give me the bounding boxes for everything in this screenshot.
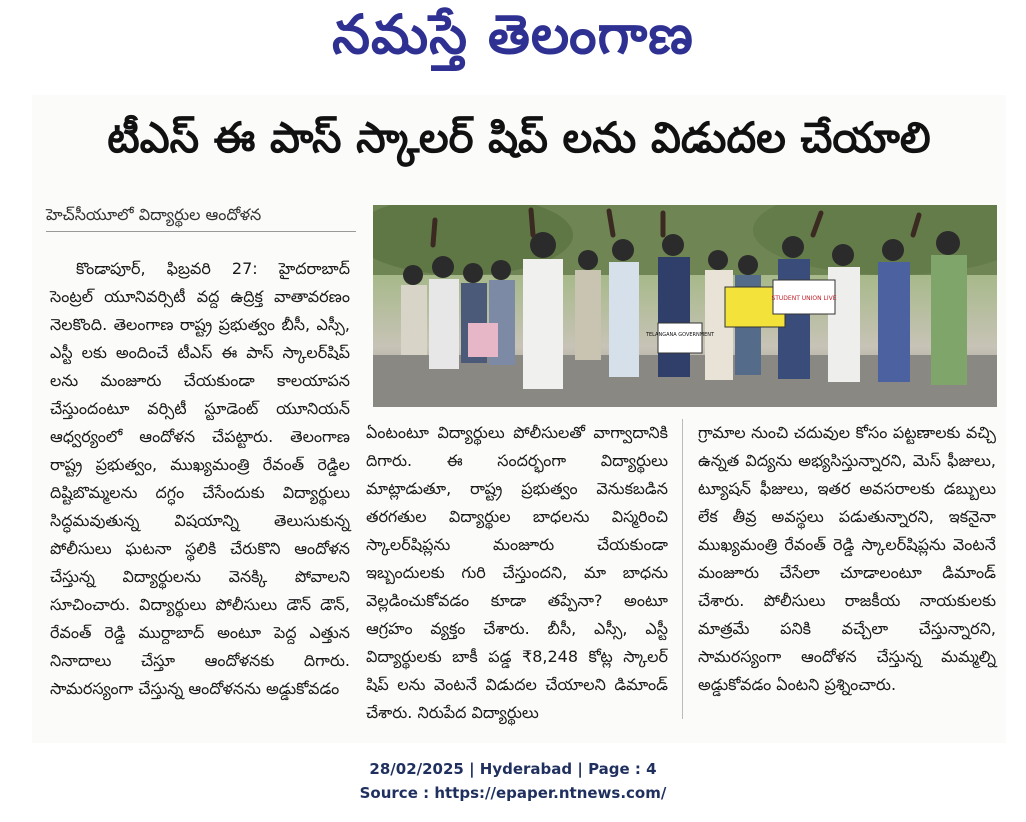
placard-text-1: TELANGANA GOVERNMENT bbox=[645, 332, 715, 338]
masthead-title: నమస్తే తెలంగాణ bbox=[332, 2, 694, 66]
article-column-3: గ్రామాల నుంచి చదువుల కోసం పట్టణాలకు వచ్చి ఉన్నత విద్యను అభ్యసిస్తున్నారని, మెస్ ఫీజులు, ట్యూషన్ ఫీజులు, ఇతర అవసరాలకు డబ్బులు లేక తీవ్ర అవస్థలు పడుతున్నారని, ఇకనైనా ముఖ్యమంత్రి రేవంత్ రెడ్డి స్కాలర్‌షిప్లను వెంటనే మంజూరు చేసేలా చూడాలంటూ డిమాండ్ చేశారు. పోలీసులు రాజకీయ నాయకులకు మాత్రమే పనికి వచ్చేలా చేస్తున్నారని, సామరస్యంగా ఆందోళన చేస్తున్న మమ్మల్ని అడ్డుకోవడం ఏంటని ప్రశ్నించారు. bbox=[698, 423, 996, 694]
placard-text-2: STUDENT UNION LIVE bbox=[771, 295, 837, 302]
footer-date-edition: 28/02/2025 | Hyderabad | Page : 4 bbox=[369, 760, 657, 778]
news-clipping bbox=[32, 95, 1006, 743]
column-divider bbox=[682, 419, 683, 719]
masthead bbox=[0, 0, 1026, 82]
footer-source: Source : https://epaper.ntnews.com/ bbox=[359, 784, 667, 802]
article-column-1: కొండాపూర్, ఫిబ్రవరి 27: హైదరాబాద్ సెంట్రల్ యూనివర్సిటీ వద్ద ఉద్రిక్త వాతావరణం నెలకొంది. తెలంగాణ రాష్ట్ర ప్రభుత్వం బీసీ, ఎస్సీ, ఎస్టీ లకు అందించే టీఎస్ ఈ పాస్ స్కాలర్‌షిప్ లను మంజూరు చేయకుండా కాలయాపన చేస్తుందంటూ వర్సిటీ స్టూడెంట్ యూనియన్ ఆధ్వర్యంలో ఆందోళన చేపట్టారు. తెలంగాణ రాష్ట్ర ప్రభుత్వం, ముఖ్యమంత్రి రేవంత్ రెడ్డిల దిష్టిబొమ్మలను దగ్ధం చేసేందుకు విద్యార్థులు సిద్ధమవుతున్న విషయాన్ని తెలుసుకున్న పోలీసులు ఘటనా స్థలికి చేరుకొని ఆందోళన చేస్తున్న విద్యార్థులను వెనక్కి పోవాలని సూచించారు. విద్యార్థులు పోలీసులు డౌన్ డౌన్, రేవంత్ రెడ్డి ముర్దాబాద్ అంటూ పెద్ద ఎత్తున నినాదాలు చేస్తూ ఆందోళనకు దిగారు. సామరస్యంగా చేస్తున్న ఆందోళనను అడ్డుకోవడం bbox=[50, 259, 350, 698]
protest-photo-illustration bbox=[373, 205, 997, 407]
article-column-2: ఏంటంటూ విద్యార్థులు పోలీసులతో వాగ్వాదానికి దిగారు. ఈ సందర్భంగా విద్యార్థులు మాట్లాడుతూ, రాష్ట్ర ప్రభుత్వం వెనుకబడిన తరగతుల విద్యార్థుల బాధలను విస్మరించి స్కాలర్‌షిప్లను మంజూరు చేయకుండా ఇబ్బందులకు గురి చేస్తుందని, మా బాధను వెల్లడించుకోవడం కూడా తప్పేనా? అంటూ ఆగ్రహం వ్యక్తం చేశారు. బీసీ, ఎస్సీ, ఎస్టీ విద్యార్థులకు బాకీ పడ్డ ₹8,248 కోట్ల స్కాలర్ షిప్ లను వెంటనే విడుదల చేయాలని డిమాండ్ చేశారు. నిరుపేద విద్యార్థులు bbox=[366, 423, 668, 722]
article-kicker: హెచ్‌సీయూలో విద్యార్థుల ఆందోళన bbox=[46, 205, 262, 224]
kicker-divider bbox=[46, 231, 356, 232]
protest-photo bbox=[373, 205, 997, 407]
article-headline: టీఎస్ ఈ పాస్ స్కాలర్ షిప్ లను విడుదల చేయాలి bbox=[107, 113, 931, 162]
